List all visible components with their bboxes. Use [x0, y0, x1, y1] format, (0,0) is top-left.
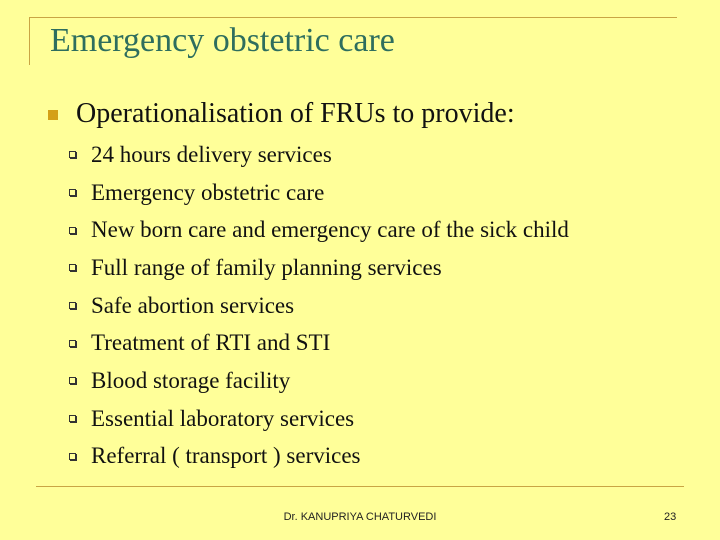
hollow-square-bullet-icon [69, 227, 76, 234]
list-item [69, 136, 569, 174]
hollow-square-bullet-icon [69, 377, 76, 384]
main-bullet-text: Operationalisation of FRUs to provide: [76, 98, 515, 129]
main-bullet [48, 98, 515, 130]
title-rule-top [29, 17, 677, 18]
hollow-square-bullet-icon [69, 302, 76, 309]
list-item-text: Emergency obstetric care [91, 179, 325, 205]
square-bullet-icon [48, 110, 58, 120]
list-item-text: Treatment of RTI and STI [91, 330, 331, 356]
footer-author: Dr. KANUPRIYA CHATURVEDI [283, 511, 437, 523]
hollow-square-bullet-icon [69, 453, 76, 460]
hollow-square-bullet-icon [69, 340, 76, 347]
list-item [69, 174, 569, 212]
list-item-text: Full range of family planning services [91, 254, 442, 280]
list-item-text: Safe abortion services [91, 292, 295, 318]
page-number: 23 [664, 511, 677, 523]
footer-rule [36, 486, 684, 487]
sub-bullet-list [69, 136, 569, 475]
list-item-text: New born care and emergency care of the sick child [91, 217, 569, 243]
hollow-square-bullet-icon [69, 189, 76, 196]
list-item [69, 324, 569, 362]
title-rule-left [29, 17, 30, 65]
list-item [69, 362, 569, 400]
list-item-text: Essential laboratory services [91, 405, 355, 431]
list-item-text: 24 hours delivery services [91, 141, 332, 167]
hollow-square-bullet-icon [69, 264, 76, 271]
hollow-square-bullet-icon [69, 415, 76, 422]
list-item-text: Referral ( transport ) services [91, 443, 361, 469]
list-item [69, 400, 569, 438]
list-item-text: Blood storage facility [91, 367, 291, 393]
list-item [69, 287, 569, 325]
list-item [69, 211, 569, 249]
hollow-square-bullet-icon [69, 151, 76, 158]
list-item [69, 249, 569, 287]
slide-title: Emergency obstetric care [50, 22, 395, 59]
list-item [69, 438, 569, 476]
